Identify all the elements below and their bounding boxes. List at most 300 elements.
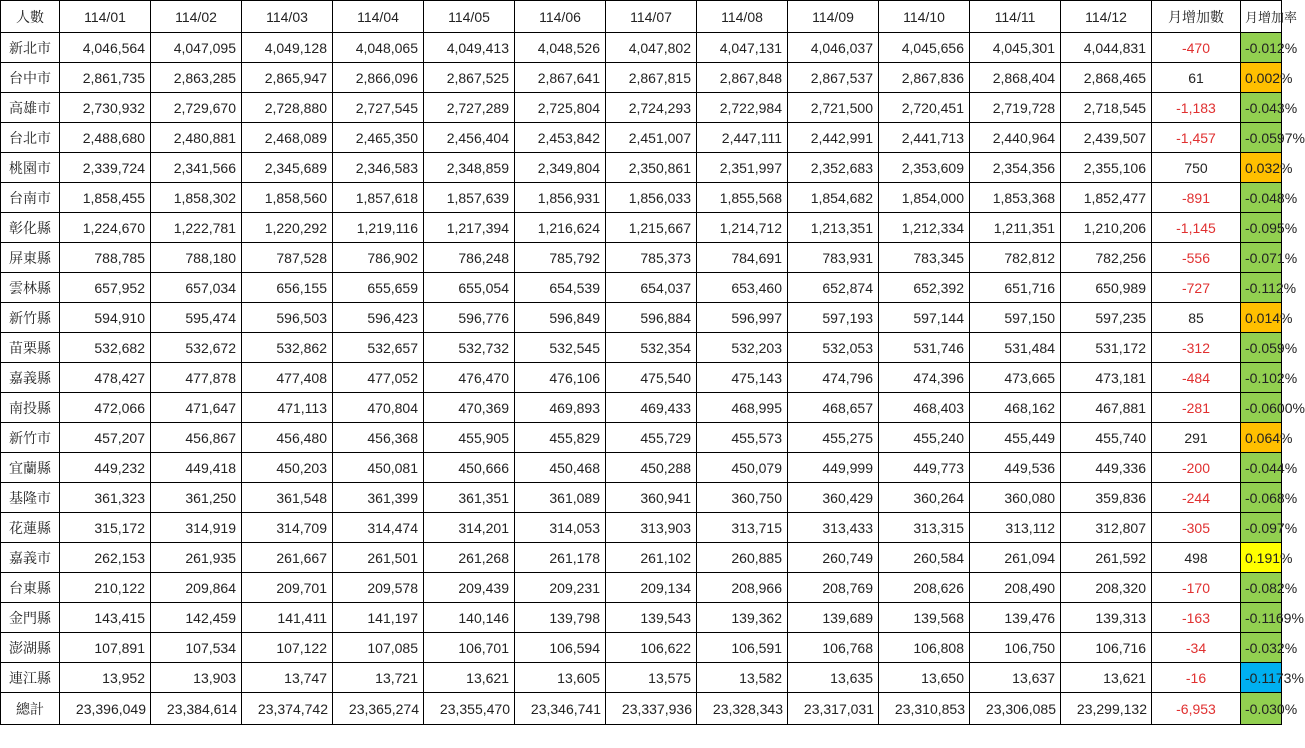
population-cell[interactable]: 450,079: [697, 453, 788, 483]
population-cell[interactable]: 475,540: [606, 363, 697, 393]
population-cell[interactable]: 597,193: [788, 303, 879, 333]
header-month-cell[interactable]: 114/08: [697, 1, 788, 33]
population-cell[interactable]: 360,080: [970, 483, 1061, 513]
population-cell[interactable]: 2,348,859: [424, 153, 515, 183]
population-cell[interactable]: 260,885: [697, 543, 788, 573]
population-cell[interactable]: 361,399: [333, 483, 424, 513]
population-cell[interactable]: 13,582: [697, 663, 788, 693]
population-cell[interactable]: 531,746: [879, 333, 970, 363]
population-cell[interactable]: 209,231: [515, 573, 606, 603]
population-cell[interactable]: 139,568: [879, 603, 970, 633]
population-cell[interactable]: 314,919: [151, 513, 242, 543]
population-cell[interactable]: 2,725,804: [515, 93, 606, 123]
population-cell[interactable]: 23,337,936: [606, 693, 697, 725]
monthly-increase-cell[interactable]: 498: [1152, 543, 1241, 573]
population-cell[interactable]: 2,865,947: [242, 63, 333, 93]
population-cell[interactable]: 1,224,670: [60, 213, 151, 243]
region-name-cell[interactable]: 雲林縣: [1, 273, 60, 303]
population-cell[interactable]: 532,545: [515, 333, 606, 363]
population-cell[interactable]: 106,591: [697, 633, 788, 663]
population-cell[interactable]: 13,635: [788, 663, 879, 693]
population-cell[interactable]: 314,053: [515, 513, 606, 543]
population-cell[interactable]: 13,621: [424, 663, 515, 693]
population-cell[interactable]: 13,903: [151, 663, 242, 693]
population-cell[interactable]: 455,905: [424, 423, 515, 453]
population-cell[interactable]: 2,867,537: [788, 63, 879, 93]
monthly-increase-cell[interactable]: -6,953: [1152, 693, 1241, 725]
population-cell[interactable]: 209,134: [606, 573, 697, 603]
population-cell[interactable]: 261,501: [333, 543, 424, 573]
population-cell[interactable]: 23,346,741: [515, 693, 606, 725]
population-cell[interactable]: 455,729: [606, 423, 697, 453]
population-cell[interactable]: 532,732: [424, 333, 515, 363]
population-cell[interactable]: 597,235: [1061, 303, 1152, 333]
header-rate-cell[interactable]: 月增加率: [1241, 1, 1282, 33]
population-cell[interactable]: 1,858,455: [60, 183, 151, 213]
population-cell[interactable]: 596,503: [242, 303, 333, 333]
population-cell[interactable]: 469,893: [515, 393, 606, 423]
population-cell[interactable]: 4,047,802: [606, 33, 697, 63]
population-cell[interactable]: 1,210,206: [1061, 213, 1152, 243]
monthly-increase-cell[interactable]: -16: [1152, 663, 1241, 693]
population-cell[interactable]: 468,403: [879, 393, 970, 423]
population-cell[interactable]: 532,053: [788, 333, 879, 363]
monthly-rate-cell[interactable]: -0.1173%: [1241, 663, 1282, 693]
monthly-increase-cell[interactable]: -1,457: [1152, 123, 1241, 153]
monthly-increase-cell[interactable]: -312: [1152, 333, 1241, 363]
population-cell[interactable]: 450,081: [333, 453, 424, 483]
population-cell[interactable]: 106,716: [1061, 633, 1152, 663]
monthly-rate-cell[interactable]: 0.064%: [1241, 423, 1282, 453]
population-cell[interactable]: 655,054: [424, 273, 515, 303]
monthly-increase-cell[interactable]: -34: [1152, 633, 1241, 663]
population-cell[interactable]: 788,180: [151, 243, 242, 273]
population-cell[interactable]: 13,621: [1061, 663, 1152, 693]
region-name-cell[interactable]: 台東縣: [1, 573, 60, 603]
population-cell[interactable]: 2,488,680: [60, 123, 151, 153]
population-cell[interactable]: 262,153: [60, 543, 151, 573]
population-cell[interactable]: 107,534: [151, 633, 242, 663]
monthly-rate-cell[interactable]: 0.014%: [1241, 303, 1282, 333]
population-cell[interactable]: 23,328,343: [697, 693, 788, 725]
population-cell[interactable]: 23,306,085: [970, 693, 1061, 725]
population-cell[interactable]: 2,345,689: [242, 153, 333, 183]
population-cell[interactable]: 2,453,842: [515, 123, 606, 153]
region-name-cell[interactable]: 彰化縣: [1, 213, 60, 243]
header-month-cell[interactable]: 114/10: [879, 1, 970, 33]
population-cell[interactable]: 450,203: [242, 453, 333, 483]
population-cell[interactable]: 2,350,861: [606, 153, 697, 183]
population-cell[interactable]: 654,539: [515, 273, 606, 303]
population-cell[interactable]: 4,046,037: [788, 33, 879, 63]
monthly-rate-cell[interactable]: -0.095%: [1241, 213, 1282, 243]
population-cell[interactable]: 1,211,351: [970, 213, 1061, 243]
population-cell[interactable]: 2,730,932: [60, 93, 151, 123]
population-cell[interactable]: 107,891: [60, 633, 151, 663]
population-cell[interactable]: 360,750: [697, 483, 788, 513]
population-cell[interactable]: 141,411: [242, 603, 333, 633]
population-cell[interactable]: 359,836: [1061, 483, 1152, 513]
population-cell[interactable]: 2,468,089: [242, 123, 333, 153]
population-cell[interactable]: 477,878: [151, 363, 242, 393]
monthly-rate-cell[interactable]: -0.044%: [1241, 453, 1282, 483]
population-cell[interactable]: 208,769: [788, 573, 879, 603]
population-cell[interactable]: 2,456,404: [424, 123, 515, 153]
population-cell[interactable]: 471,113: [242, 393, 333, 423]
region-name-cell[interactable]: 總計: [1, 693, 60, 725]
population-cell[interactable]: 2,352,683: [788, 153, 879, 183]
population-cell[interactable]: 1,854,682: [788, 183, 879, 213]
monthly-increase-cell[interactable]: 85: [1152, 303, 1241, 333]
population-cell[interactable]: 473,665: [970, 363, 1061, 393]
monthly-rate-cell[interactable]: -0.1169%: [1241, 603, 1282, 633]
population-cell[interactable]: 456,480: [242, 423, 333, 453]
monthly-rate-cell[interactable]: 0.191%: [1241, 543, 1282, 573]
population-cell[interactable]: 139,689: [788, 603, 879, 633]
population-cell[interactable]: 2,465,350: [333, 123, 424, 153]
population-cell[interactable]: 596,423: [333, 303, 424, 333]
population-cell[interactable]: 788,785: [60, 243, 151, 273]
population-cell[interactable]: 23,384,614: [151, 693, 242, 725]
population-cell[interactable]: 313,112: [970, 513, 1061, 543]
population-cell[interactable]: 2,867,848: [697, 63, 788, 93]
population-cell[interactable]: 596,884: [606, 303, 697, 333]
population-cell[interactable]: 4,045,656: [879, 33, 970, 63]
population-cell[interactable]: 361,089: [515, 483, 606, 513]
monthly-increase-cell[interactable]: -1,145: [1152, 213, 1241, 243]
region-name-cell[interactable]: 屏東縣: [1, 243, 60, 273]
population-cell[interactable]: 4,044,831: [1061, 33, 1152, 63]
population-cell[interactable]: 650,989: [1061, 273, 1152, 303]
population-cell[interactable]: 783,345: [879, 243, 970, 273]
population-cell[interactable]: 469,433: [606, 393, 697, 423]
monthly-rate-cell[interactable]: 0.032%: [1241, 153, 1282, 183]
header-month-cell[interactable]: 114/03: [242, 1, 333, 33]
population-cell[interactable]: 1,220,292: [242, 213, 333, 243]
population-cell[interactable]: 13,575: [606, 663, 697, 693]
population-cell[interactable]: 785,373: [606, 243, 697, 273]
population-cell[interactable]: 455,740: [1061, 423, 1152, 453]
header-month-cell[interactable]: 114/12: [1061, 1, 1152, 33]
population-cell[interactable]: 2,729,670: [151, 93, 242, 123]
population-cell[interactable]: 1,856,033: [606, 183, 697, 213]
monthly-increase-cell[interactable]: -484: [1152, 363, 1241, 393]
population-cell[interactable]: 210,122: [60, 573, 151, 603]
population-cell[interactable]: 2,721,500: [788, 93, 879, 123]
monthly-increase-cell[interactable]: 61: [1152, 63, 1241, 93]
population-cell[interactable]: 2,480,881: [151, 123, 242, 153]
population-cell[interactable]: 2,442,991: [788, 123, 879, 153]
population-cell[interactable]: 260,584: [879, 543, 970, 573]
population-cell[interactable]: 1,854,000: [879, 183, 970, 213]
population-cell[interactable]: 784,691: [697, 243, 788, 273]
header-increase-cell[interactable]: 月增加數: [1152, 1, 1241, 33]
population-cell[interactable]: 449,773: [879, 453, 970, 483]
region-name-cell[interactable]: 台南市: [1, 183, 60, 213]
header-month-cell[interactable]: 114/11: [970, 1, 1061, 33]
population-cell[interactable]: 142,459: [151, 603, 242, 633]
monthly-rate-cell[interactable]: -0.059%: [1241, 333, 1282, 363]
population-cell[interactable]: 2,353,609: [879, 153, 970, 183]
population-cell[interactable]: 2,355,106: [1061, 153, 1152, 183]
population-cell[interactable]: 208,490: [970, 573, 1061, 603]
population-cell[interactable]: 786,902: [333, 243, 424, 273]
population-cell[interactable]: 209,578: [333, 573, 424, 603]
population-cell[interactable]: 208,626: [879, 573, 970, 603]
population-cell[interactable]: 4,046,564: [60, 33, 151, 63]
population-cell[interactable]: 531,172: [1061, 333, 1152, 363]
monthly-increase-cell[interactable]: -200: [1152, 453, 1241, 483]
population-cell[interactable]: 2,439,507: [1061, 123, 1152, 153]
population-cell[interactable]: 13,721: [333, 663, 424, 693]
population-cell[interactable]: 139,476: [970, 603, 1061, 633]
population-cell[interactable]: 23,374,742: [242, 693, 333, 725]
population-cell[interactable]: 4,047,095: [151, 33, 242, 63]
monthly-rate-cell[interactable]: -0.043%: [1241, 93, 1282, 123]
population-cell[interactable]: 474,796: [788, 363, 879, 393]
population-cell[interactable]: 652,392: [879, 273, 970, 303]
region-name-cell[interactable]: 新北市: [1, 33, 60, 63]
population-cell[interactable]: 468,995: [697, 393, 788, 423]
population-cell[interactable]: 139,543: [606, 603, 697, 633]
population-cell[interactable]: 2,868,404: [970, 63, 1061, 93]
population-cell[interactable]: 1,857,618: [333, 183, 424, 213]
population-cell[interactable]: 13,637: [970, 663, 1061, 693]
population-cell[interactable]: 595,474: [151, 303, 242, 333]
population-cell[interactable]: 209,439: [424, 573, 515, 603]
population-cell[interactable]: 468,162: [970, 393, 1061, 423]
population-cell[interactable]: 261,178: [515, 543, 606, 573]
population-cell[interactable]: 260,749: [788, 543, 879, 573]
population-cell[interactable]: 456,368: [333, 423, 424, 453]
header-month-cell[interactable]: 114/09: [788, 1, 879, 33]
population-cell[interactable]: 313,315: [879, 513, 970, 543]
population-cell[interactable]: 4,045,301: [970, 33, 1061, 63]
population-cell[interactable]: 143,415: [60, 603, 151, 633]
population-cell[interactable]: 597,150: [970, 303, 1061, 333]
population-cell[interactable]: 785,792: [515, 243, 606, 273]
region-name-cell[interactable]: 金門縣: [1, 603, 60, 633]
population-cell[interactable]: 2,868,465: [1061, 63, 1152, 93]
population-cell[interactable]: 470,369: [424, 393, 515, 423]
population-cell[interactable]: 472,066: [60, 393, 151, 423]
population-cell[interactable]: 106,622: [606, 633, 697, 663]
population-cell[interactable]: 261,268: [424, 543, 515, 573]
population-cell[interactable]: 475,143: [697, 363, 788, 393]
population-cell[interactable]: 449,232: [60, 453, 151, 483]
region-name-cell[interactable]: 嘉義市: [1, 543, 60, 573]
population-cell[interactable]: 1,217,394: [424, 213, 515, 243]
population-cell[interactable]: 450,468: [515, 453, 606, 483]
header-month-cell[interactable]: 114/06: [515, 1, 606, 33]
region-name-cell[interactable]: 宜蘭縣: [1, 453, 60, 483]
population-cell[interactable]: 594,910: [60, 303, 151, 333]
population-cell[interactable]: 2,451,007: [606, 123, 697, 153]
population-cell[interactable]: 1,853,368: [970, 183, 1061, 213]
population-cell[interactable]: 361,250: [151, 483, 242, 513]
population-cell[interactable]: 2,728,880: [242, 93, 333, 123]
population-cell[interactable]: 477,408: [242, 363, 333, 393]
monthly-rate-cell[interactable]: -0.082%: [1241, 573, 1282, 603]
population-cell[interactable]: 23,299,132: [1061, 693, 1152, 725]
population-cell[interactable]: 2,447,111: [697, 123, 788, 153]
population-cell[interactable]: 2,341,566: [151, 153, 242, 183]
population-cell[interactable]: 139,313: [1061, 603, 1152, 633]
population-cell[interactable]: 2,867,641: [515, 63, 606, 93]
region-name-cell[interactable]: 台北市: [1, 123, 60, 153]
population-cell[interactable]: 361,323: [60, 483, 151, 513]
monthly-rate-cell[interactable]: -0.068%: [1241, 483, 1282, 513]
population-cell[interactable]: 471,647: [151, 393, 242, 423]
population-cell[interactable]: 13,605: [515, 663, 606, 693]
population-cell[interactable]: 360,429: [788, 483, 879, 513]
monthly-increase-cell[interactable]: -556: [1152, 243, 1241, 273]
monthly-rate-cell[interactable]: -0.0600%: [1241, 393, 1282, 423]
monthly-increase-cell[interactable]: -305: [1152, 513, 1241, 543]
population-cell[interactable]: 107,085: [333, 633, 424, 663]
population-cell[interactable]: 23,365,274: [333, 693, 424, 725]
population-cell[interactable]: 1,856,931: [515, 183, 606, 213]
population-cell[interactable]: 455,573: [697, 423, 788, 453]
monthly-rate-cell[interactable]: -0.097%: [1241, 513, 1282, 543]
population-cell[interactable]: 106,768: [788, 633, 879, 663]
population-cell[interactable]: 449,999: [788, 453, 879, 483]
population-cell[interactable]: 261,592: [1061, 543, 1152, 573]
population-cell[interactable]: 106,701: [424, 633, 515, 663]
population-cell[interactable]: 450,288: [606, 453, 697, 483]
population-cell[interactable]: 315,172: [60, 513, 151, 543]
monthly-increase-cell[interactable]: 750: [1152, 153, 1241, 183]
monthly-increase-cell[interactable]: -244: [1152, 483, 1241, 513]
population-cell[interactable]: 2,440,964: [970, 123, 1061, 153]
population-cell[interactable]: 2,354,356: [970, 153, 1061, 183]
population-cell[interactable]: 313,433: [788, 513, 879, 543]
header-month-cell[interactable]: 114/07: [606, 1, 697, 33]
population-cell[interactable]: 4,049,128: [242, 33, 333, 63]
population-cell[interactable]: 2,867,525: [424, 63, 515, 93]
population-cell[interactable]: 139,362: [697, 603, 788, 633]
population-cell[interactable]: 23,355,470: [424, 693, 515, 725]
population-cell[interactable]: 360,264: [879, 483, 970, 513]
population-cell[interactable]: 2,351,997: [697, 153, 788, 183]
monthly-increase-cell[interactable]: -727: [1152, 273, 1241, 303]
population-cell[interactable]: 4,049,413: [424, 33, 515, 63]
header-month-cell[interactable]: 114/02: [151, 1, 242, 33]
population-cell[interactable]: 1,857,639: [424, 183, 515, 213]
region-name-cell[interactable]: 高雄市: [1, 93, 60, 123]
population-cell[interactable]: 455,275: [788, 423, 879, 453]
monthly-increase-cell[interactable]: -470: [1152, 33, 1241, 63]
population-cell[interactable]: 2,349,804: [515, 153, 606, 183]
population-cell[interactable]: 477,052: [333, 363, 424, 393]
region-name-cell[interactable]: 台中市: [1, 63, 60, 93]
region-name-cell[interactable]: 花蓮縣: [1, 513, 60, 543]
population-cell[interactable]: 13,952: [60, 663, 151, 693]
population-cell[interactable]: 208,320: [1061, 573, 1152, 603]
population-cell[interactable]: 140,146: [424, 603, 515, 633]
population-cell[interactable]: 470,804: [333, 393, 424, 423]
region-name-cell[interactable]: 連江縣: [1, 663, 60, 693]
population-cell[interactable]: 314,709: [242, 513, 333, 543]
population-cell[interactable]: 2,719,728: [970, 93, 1061, 123]
monthly-increase-cell[interactable]: -163: [1152, 603, 1241, 633]
population-cell[interactable]: 449,418: [151, 453, 242, 483]
population-cell[interactable]: 596,997: [697, 303, 788, 333]
population-cell[interactable]: 657,952: [60, 273, 151, 303]
population-cell[interactable]: 787,528: [242, 243, 333, 273]
population-cell[interactable]: 1,858,560: [242, 183, 333, 213]
header-month-cell[interactable]: 114/05: [424, 1, 515, 33]
population-cell[interactable]: 532,354: [606, 333, 697, 363]
monthly-increase-cell[interactable]: -170: [1152, 573, 1241, 603]
population-cell[interactable]: 141,197: [333, 603, 424, 633]
population-cell[interactable]: 596,776: [424, 303, 515, 333]
population-cell[interactable]: 532,862: [242, 333, 333, 363]
population-cell[interactable]: 2,863,285: [151, 63, 242, 93]
monthly-rate-cell[interactable]: -0.102%: [1241, 363, 1282, 393]
population-cell[interactable]: 449,536: [970, 453, 1061, 483]
population-cell[interactable]: 2,866,096: [333, 63, 424, 93]
population-cell[interactable]: 1,858,302: [151, 183, 242, 213]
population-cell[interactable]: 23,310,853: [879, 693, 970, 725]
population-cell[interactable]: 468,657: [788, 393, 879, 423]
population-cell[interactable]: 2,718,545: [1061, 93, 1152, 123]
monthly-rate-cell[interactable]: -0.071%: [1241, 243, 1282, 273]
population-cell[interactable]: 455,240: [879, 423, 970, 453]
population-cell[interactable]: 261,094: [970, 543, 1061, 573]
population-cell[interactable]: 2,724,293: [606, 93, 697, 123]
population-cell[interactable]: 450,666: [424, 453, 515, 483]
population-cell[interactable]: 782,812: [970, 243, 1061, 273]
population-cell[interactable]: 657,034: [151, 273, 242, 303]
population-cell[interactable]: 2,867,836: [879, 63, 970, 93]
population-cell[interactable]: 2,722,984: [697, 93, 788, 123]
header-corner-cell[interactable]: 人數: [1, 1, 60, 33]
population-cell[interactable]: 1,216,624: [515, 213, 606, 243]
population-cell[interactable]: 476,106: [515, 363, 606, 393]
population-cell[interactable]: 2,727,545: [333, 93, 424, 123]
population-cell[interactable]: 457,207: [60, 423, 151, 453]
population-cell[interactable]: 455,449: [970, 423, 1061, 453]
population-cell[interactable]: 455,829: [515, 423, 606, 453]
population-cell[interactable]: 208,966: [697, 573, 788, 603]
population-cell[interactable]: 1,222,781: [151, 213, 242, 243]
population-cell[interactable]: 13,650: [879, 663, 970, 693]
population-cell[interactable]: 596,849: [515, 303, 606, 333]
population-cell[interactable]: 532,672: [151, 333, 242, 363]
population-cell[interactable]: 476,470: [424, 363, 515, 393]
population-cell[interactable]: 106,750: [970, 633, 1061, 663]
region-name-cell[interactable]: 新竹縣: [1, 303, 60, 333]
population-cell[interactable]: 1,855,568: [697, 183, 788, 213]
population-cell[interactable]: 652,874: [788, 273, 879, 303]
population-cell[interactable]: 23,396,049: [60, 693, 151, 725]
population-cell[interactable]: 449,336: [1061, 453, 1152, 483]
header-month-cell[interactable]: 114/01: [60, 1, 151, 33]
population-cell[interactable]: 106,594: [515, 633, 606, 663]
region-name-cell[interactable]: 新竹市: [1, 423, 60, 453]
population-cell[interactable]: 1,852,477: [1061, 183, 1152, 213]
population-cell[interactable]: 654,037: [606, 273, 697, 303]
population-cell[interactable]: 139,798: [515, 603, 606, 633]
monthly-rate-cell[interactable]: -0.0597%: [1241, 123, 1282, 153]
population-cell[interactable]: 782,256: [1061, 243, 1152, 273]
region-name-cell[interactable]: 基隆市: [1, 483, 60, 513]
population-cell[interactable]: 13,747: [242, 663, 333, 693]
monthly-rate-cell[interactable]: -0.030%: [1241, 693, 1282, 725]
region-name-cell[interactable]: 澎湖縣: [1, 633, 60, 663]
population-cell[interactable]: 314,201: [424, 513, 515, 543]
